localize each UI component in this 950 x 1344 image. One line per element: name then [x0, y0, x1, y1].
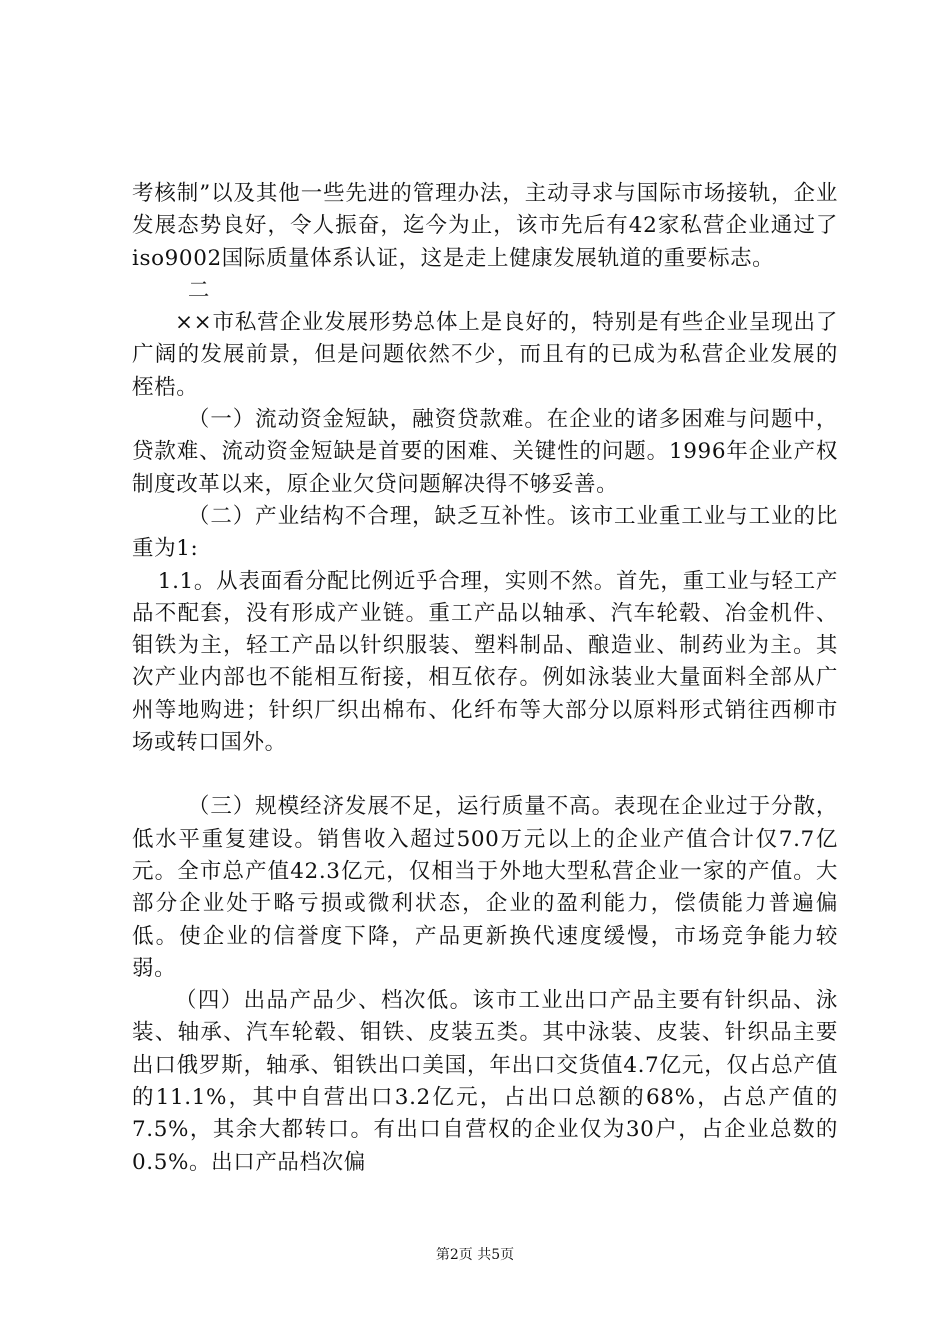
- paragraph-gap: [132, 759, 838, 791]
- paragraph-overview: ××市私营企业发展形势总体上是良好的，特别是有些企业呈现出了广阔的发展前景，但是问题依然不少，而且有的已成为私营企业发展的桎梏。: [132, 310, 838, 400]
- paragraph-issue-4: （四）出品产品少、档次低。该市工业出口产品主要有针织品、泳装、轴承、汽车轮毂、钼铁、皮装五类。其中泳装、皮装、针织品主要出口俄罗斯，轴承、钼铁出口美国，年出口交货值4.7亿元，仅占总产值的11.1%，其中自营出口3.2亿元，占出口总额的68%，占总产值的7.5%，其余大都转口。有出口自营权的企业仅为30户，占企业总数的0.5%。出口产品档次偏: [132, 988, 838, 1175]
- paragraph-continuation: 考核制”以及其他一些先进的管理办法，主动寻求与国际市场接轨，企业发展态势良好，令人振奋，迄今为止，该市先后有42家私营企业通过了iso9002国际质量体系认证，这是走上健康发展轨道的重要标志。: [132, 181, 838, 271]
- paragraph-issue-3: （三）规模经济发展不足，运行质量不高。表现在企业过于分散，低水平重复建设。销售收入超过500万元以上的企业产值合计仅7.7亿元。全市总产值42.3亿元，仅相当于外地大型私营企业一家的产值。大部分企业处于略亏损或微利状态，企业的盈利能力，偿债能力普遍偏低。使企业的信誉度下降，产品更新换代速度缓慢，市场竞争能力较弱。: [132, 794, 838, 981]
- paragraph-issue-2-continued: 1.1。从表面看分配比例近乎合理，实则不然。首先，重工业与轻工产品不配套，没有形成产业链。重工产品以轴承、汽车轮毂、冶金机件、钼铁为主，轻工产品以针织服装、塑料制品、酿造业、制药业为主。其次产业内部也不能相互衔接，相互依存。例如泳装业大量面料全部从广州等地购进；针织厂织出棉布、化纤布等大部分以原料形式销往西柳市场或转口国外。: [132, 568, 838, 756]
- page-number: 第2页 共5页: [435, 1247, 515, 1263]
- section-heading: 二: [187, 277, 210, 303]
- paragraph-issue-1: （一）流动资金短缺，融资贷款难。在企业的诸多困难与问题中，贷款难、流动资金短缺是首要的困难、关键性的问题。1996年企业产权制度改革以来，原企业欠贷问题解决得不够妥善。: [132, 407, 838, 497]
- page-footer: [0, 1244, 950, 1264]
- paragraph-issue-2: （二）产业结构不合理，缺乏互补性。该市工业重工业与工业的比重为1:: [132, 503, 838, 562]
- document-body: [132, 178, 838, 1179]
